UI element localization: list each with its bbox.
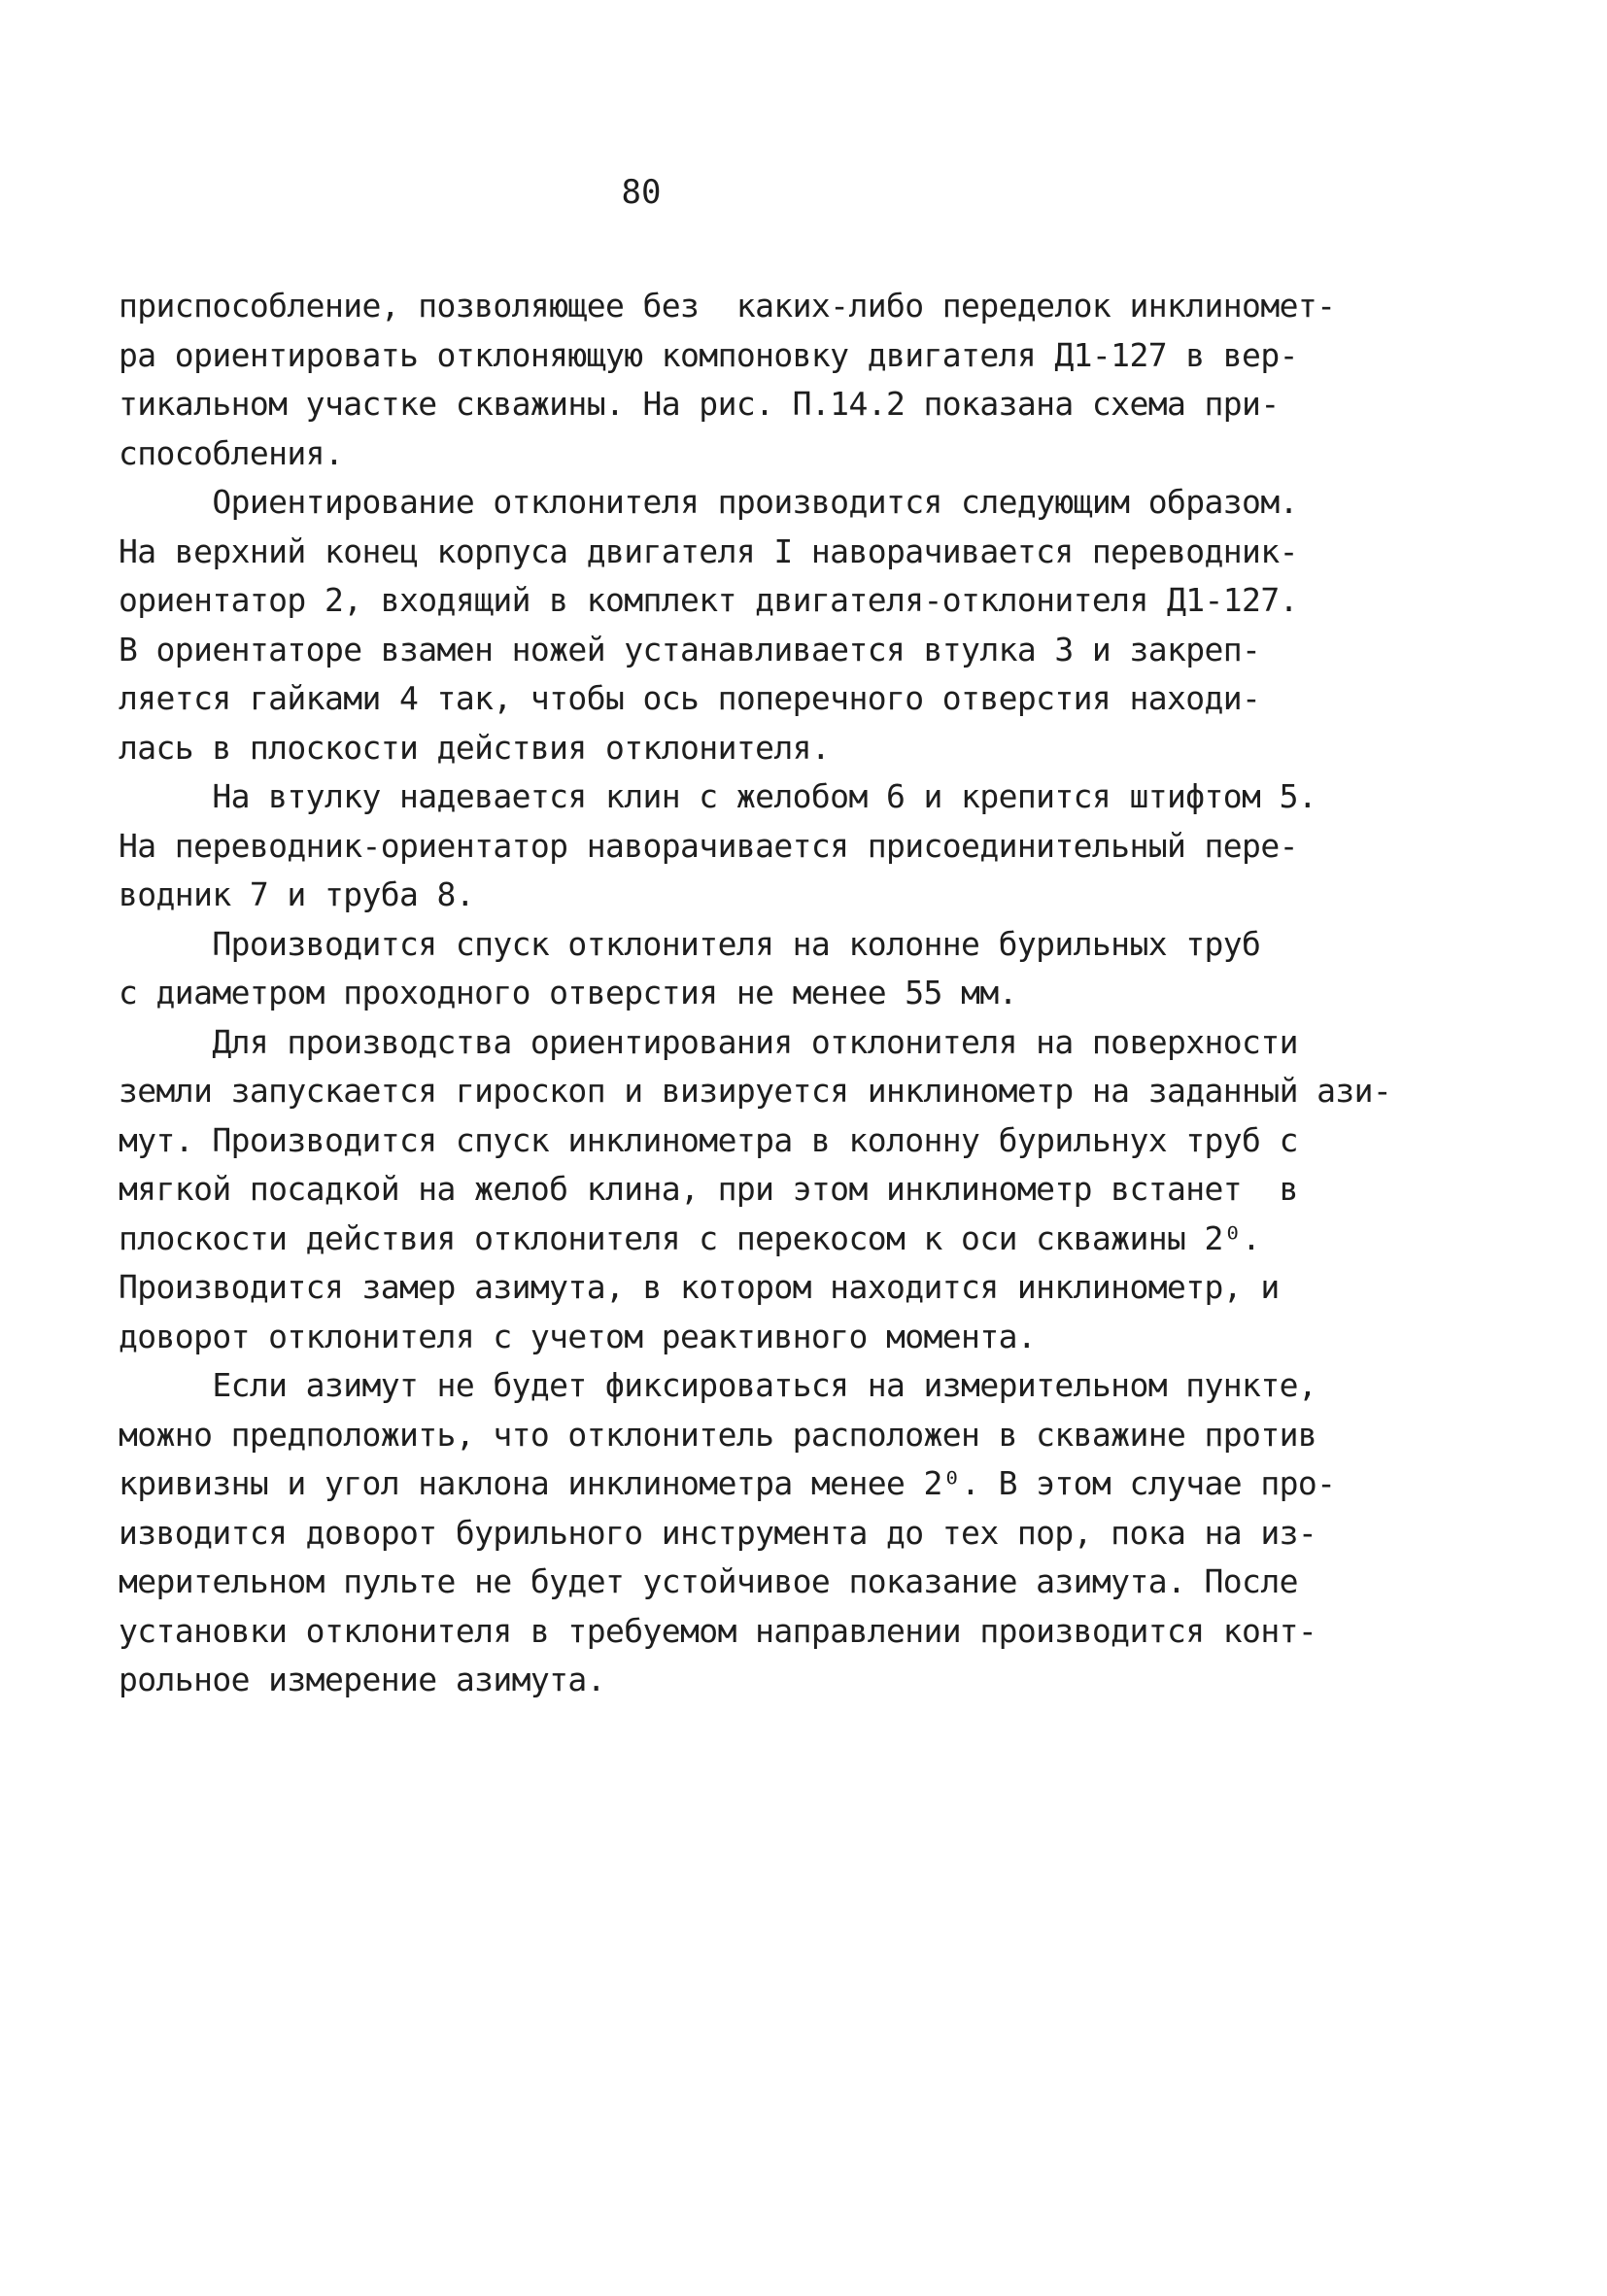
text-line: мут. Производится спуск инклинометра в колонну бурильнух труб с [119,1120,1298,1159]
text-line: приспособление, позволяющее без каких-либо переделок инклиномет- [119,287,1336,325]
text-line: изводится доворот бурильного инструмента до тех пор, пока на из- [119,1513,1317,1552]
text-line: кривизны и угол наклона инклинометра менее 2⁰. В этом случае про- [119,1464,1336,1502]
text-line: Ориентирование отклонителя производится следующим образом. [119,483,1298,521]
text-line: ориентатор 2, входящий в комплект двигателя-отклонителя Д1-127. [119,581,1298,619]
text-line: с диаметром проходного отверстия не менее 55 мм. [119,974,1017,1011]
page-number: 80 [621,173,662,212]
text-line: ляется гайками 4 так, чтобы ось поперечного отверстия находи- [119,679,1261,717]
text-line: лась в плоскости действия отклонителя. [119,728,831,767]
body-text [119,282,1498,1705]
text-line: земли запускается гироскоп и визируется инклинометр на заданный ази- [119,1072,1392,1110]
text-line: доворот отклонителя с учетом реактивного момента. [119,1317,1037,1355]
text-line: мягкой посадкой на желоб клина, при этом инклинометр встанет в [119,1170,1298,1208]
text-line: Производится замер азимута, в котором находится инклинометр, и [119,1268,1280,1306]
text-line: рольное измерение азимута. [119,1661,605,1698]
text-line: На втулку надевается клин с желобом 6 и крепится штифтом 5. [119,777,1317,815]
text-line: мерительном пульте не будет устойчивое показание азимута. После [119,1562,1298,1600]
text-line: можно предположить, что отклонитель расположен в скважине против [119,1415,1317,1454]
text-line: В ориентаторе взамен ножей устанавливается втулка 3 и закреп- [119,630,1261,668]
text-line: Производится спуск отклонителя на колонне бурильных труб [119,924,1261,963]
text-line: тикальном участке скважины. На рис. П.14.2 показана схема при- [119,385,1280,423]
text-line: установки отклонителя в требуемом направлении производится конт- [119,1611,1317,1650]
text-line: способления. [119,433,344,472]
text-line: На верхний конец корпуса двигателя I наворачивается переводник- [119,531,1298,570]
text-line: плоскости действия отклонителя с перекосом к оси скважины 2⁰. [119,1218,1261,1257]
text-line: Если азимут не будет фиксироваться на измерительном пункте, [119,1366,1317,1404]
text-line: Для производства ориентирования отклонителя на поверхности [119,1022,1298,1061]
text-line: ра ориентировать отклоняющую компоновку двигателя Д1-127 в вер- [119,335,1298,374]
text-line: водник 7 и труба 8. [119,875,475,913]
text-line: На переводник-ориентатор наворачивается присоединительный пере- [119,826,1298,865]
